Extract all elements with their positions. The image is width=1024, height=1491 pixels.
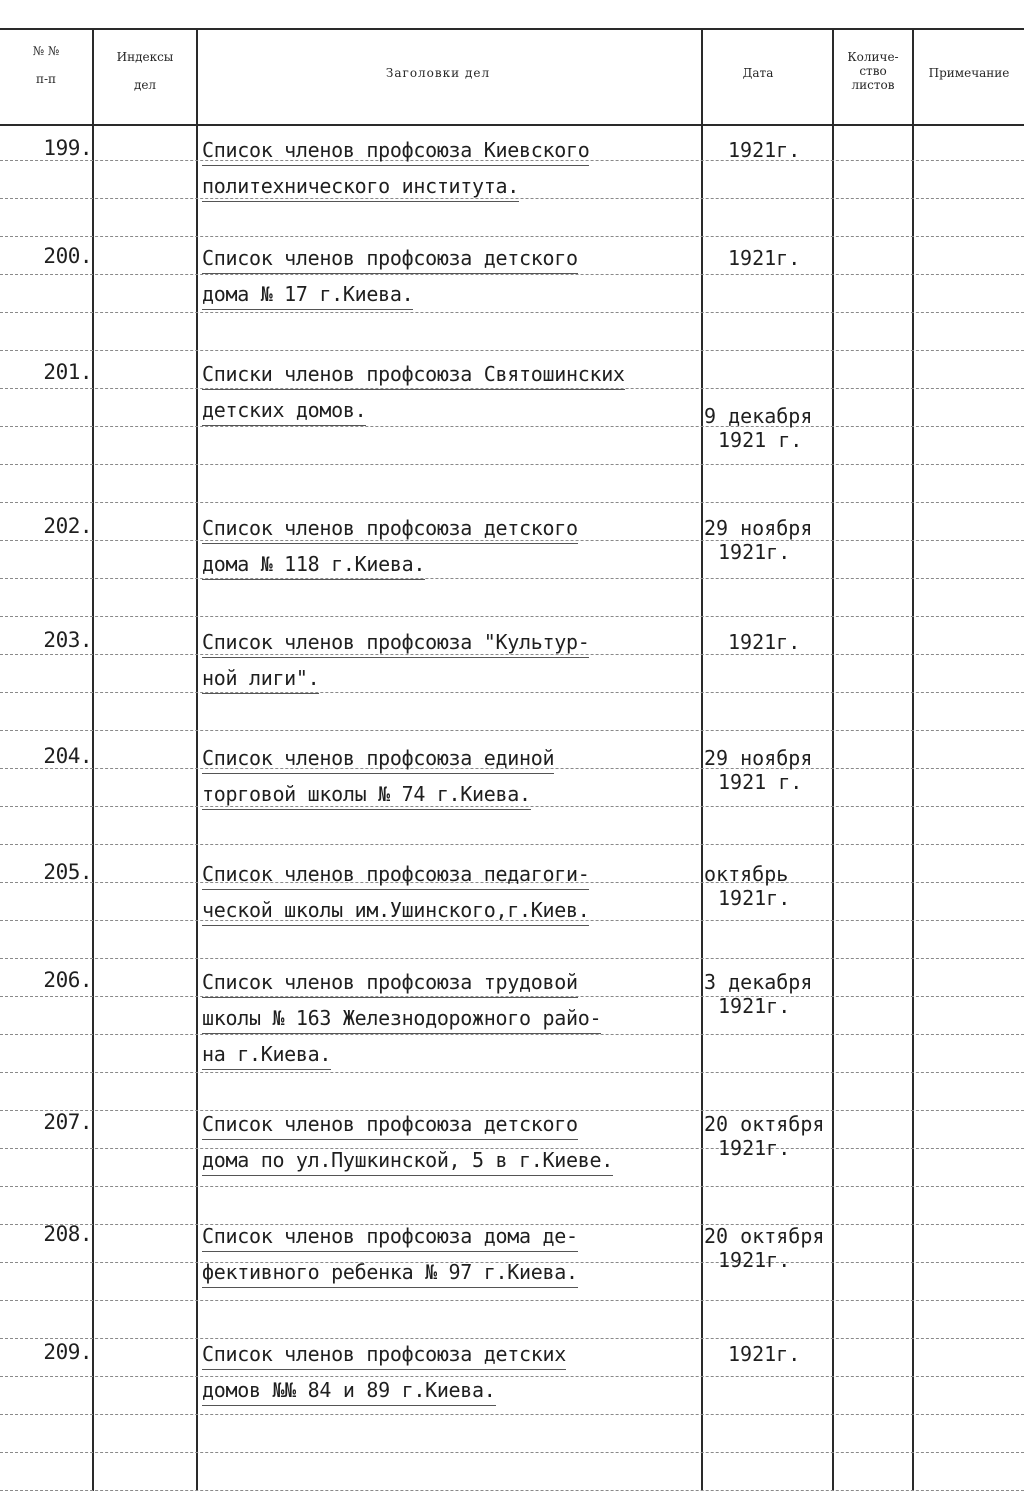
ruled-line [0, 312, 1024, 313]
row-date-line: 29 ноября [704, 746, 813, 770]
row-title [202, 964, 700, 1072]
header-note: Примечание [928, 66, 1010, 80]
ruled-line [0, 1452, 1024, 1453]
row-title-line: школы № 163 Железнодорожного райо- [202, 1003, 601, 1034]
ruled-line [0, 1072, 1024, 1073]
row-number: 200. [43, 244, 92, 268]
row-date-line: 20 октября [704, 1112, 825, 1136]
row-title-line: Список членов профсоюза детских [202, 1339, 566, 1370]
row-title-line: Список членов профсоюза "Культур- [202, 627, 589, 658]
row-number: 201. [43, 360, 92, 384]
ruled-line [0, 616, 1024, 617]
row-date [700, 516, 860, 564]
row-date-line: 9 декабря [704, 404, 813, 428]
row-number: 208. [43, 1222, 92, 1246]
ruled-line [0, 844, 1024, 845]
row-date-line: 29 ноября [704, 516, 813, 540]
ruled-line [0, 350, 1024, 351]
row-date [700, 970, 860, 1018]
row-number: 207. [43, 1110, 92, 1134]
row-title-line: ческой школы им.Ушинского,г.Киев. [202, 895, 589, 926]
header-num-line1: № № [32, 44, 60, 58]
row-number: 205. [43, 860, 92, 884]
header-count-line3: листов [851, 78, 895, 92]
header-bottom-rule [0, 124, 1024, 126]
row-date [700, 1342, 860, 1366]
ruled-line [0, 958, 1024, 959]
row-date [700, 862, 860, 910]
row-date-line: 1921г. [728, 138, 801, 162]
row-title-line: детских домов. [202, 395, 366, 426]
row-title [202, 240, 700, 312]
header-count-line1: Количе- [847, 50, 899, 64]
row-date-line: 1921г. [718, 886, 791, 910]
row-title [202, 356, 700, 428]
column-rule-count [912, 28, 914, 1491]
row-title-line: Список членов профсоюза Киевского [202, 135, 589, 166]
row-title [202, 1336, 700, 1408]
row-title-line: на г.Киева. [202, 1039, 331, 1070]
row-date-line: 3 декабря [704, 970, 813, 994]
row-title [202, 740, 700, 812]
row-number: 209. [43, 1340, 92, 1364]
row-date [700, 404, 860, 452]
row-date-line: октябрь [704, 862, 789, 886]
row-title-line: Список членов профсоюза дома де- [202, 1221, 578, 1252]
row-title [202, 624, 700, 696]
header-titles: Заголовки дел [385, 66, 491, 80]
row-title-line: домов №№ 84 и 89 г.Киева. [202, 1375, 496, 1406]
row-title-line: торговой школы № 74 г.Киева. [202, 779, 531, 810]
header-index [94, 50, 196, 92]
row-title [202, 510, 700, 582]
ruled-line [0, 1300, 1024, 1301]
row-date [700, 1112, 860, 1160]
row-date-line: 1921г. [718, 540, 791, 564]
row-title-line: Список членов профсоюза единой [202, 743, 554, 774]
row-date-line: 1921г. [728, 1342, 801, 1366]
row-title-line: Списки членов профсоюза Святошинских [202, 359, 625, 390]
row-date-line: 1921г. [718, 1136, 791, 1160]
header-count-line2: ство [859, 64, 887, 78]
row-date-line: 1921г. [728, 246, 801, 270]
row-title-line: ной лиги". [202, 663, 319, 694]
row-title-line: Список членов профсоюза детского [202, 1109, 578, 1140]
column-rule-index [196, 28, 198, 1491]
ruled-line [0, 1186, 1024, 1187]
row-date [700, 746, 860, 794]
ruled-line [0, 730, 1024, 731]
row-title-line: фективного ребенка № 97 г.Киева. [202, 1257, 578, 1288]
row-title-line: Список членов профсоюза педагоги- [202, 859, 589, 890]
row-date-line: 20 октября [704, 1224, 825, 1248]
row-date-line: 1921 г. [718, 770, 803, 794]
row-title-line: политехнического института. [202, 171, 519, 202]
row-date [700, 630, 860, 654]
column-rule-num [92, 28, 94, 1491]
row-date [700, 1224, 860, 1272]
row-date [700, 246, 860, 270]
ruled-line [0, 502, 1024, 503]
row-date-line: 1921г. [728, 630, 801, 654]
row-number: 206. [43, 968, 92, 992]
header-date: Дата [742, 66, 774, 80]
row-number: 199. [43, 136, 92, 160]
row-title-line: дома № 17 г.Киева. [202, 279, 413, 310]
row-date [700, 138, 860, 162]
row-title-line: дома по ул.Пушкинской, 5 в г.Киеве. [202, 1145, 613, 1176]
row-title [202, 1106, 700, 1178]
row-title-line: Список членов профсоюза трудовой [202, 967, 578, 998]
ruled-line [0, 464, 1024, 465]
ruled-line [0, 236, 1024, 237]
row-date-line: 1921г. [718, 1248, 791, 1272]
header-index-line2: дел [133, 78, 157, 92]
row-title-line: Список членов профсоюза детского [202, 243, 578, 274]
ruled-line [0, 1414, 1024, 1415]
row-title [202, 1218, 700, 1290]
row-date-line: 1921г. [718, 994, 791, 1018]
header-count [834, 50, 912, 92]
row-number: 202. [43, 514, 92, 538]
row-title [202, 856, 700, 928]
row-number: 204. [43, 744, 92, 768]
row-title [202, 132, 700, 204]
header-num-line2: п-п [35, 72, 57, 86]
row-title-line: Список членов профсоюза детского [202, 513, 578, 544]
row-number: 203. [43, 628, 92, 652]
row-title-line: дома № 118 г.Киева. [202, 549, 425, 580]
header-index-line1: Индексы [116, 50, 174, 64]
header-top-rule [0, 28, 1024, 30]
header-num [0, 44, 92, 86]
row-date-line: 1921 г. [718, 428, 803, 452]
